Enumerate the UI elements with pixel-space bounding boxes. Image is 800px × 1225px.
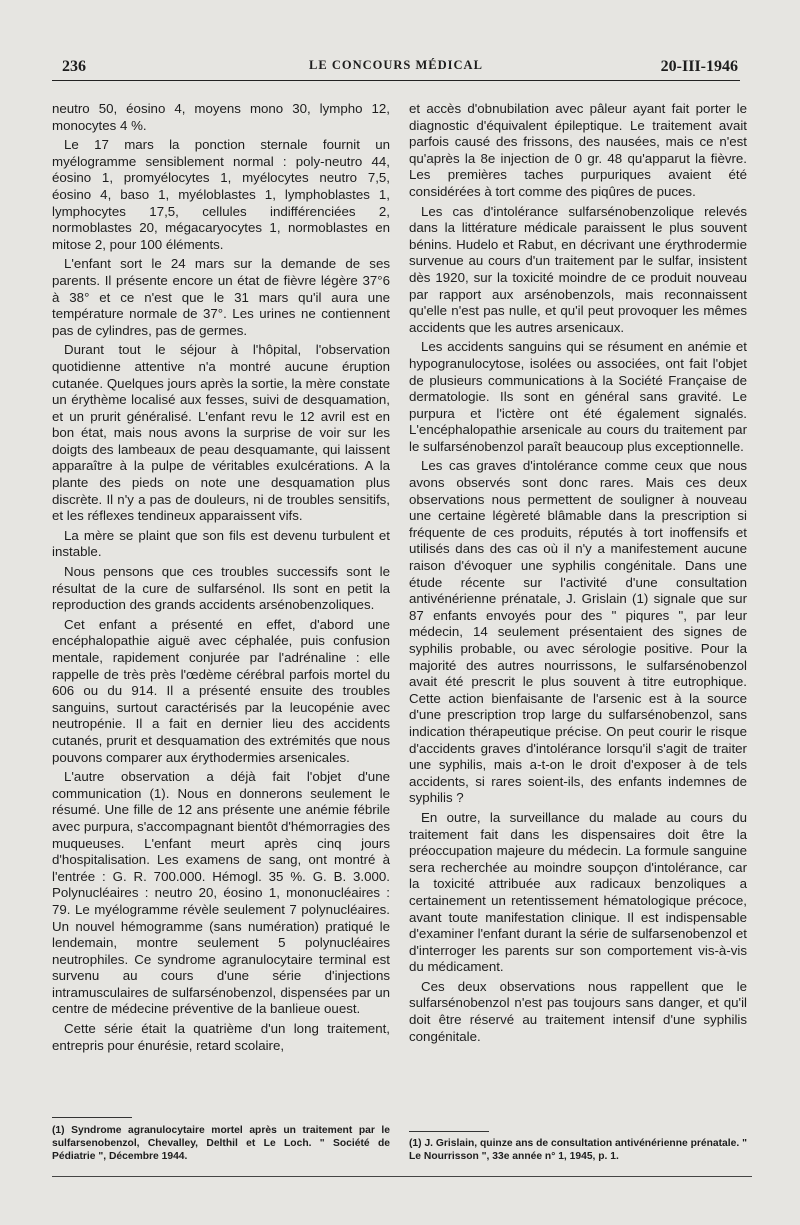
paragraph: neutro 50, éosino 4, moyens mono 30, lympho 12, monocytes 4 %. <box>52 101 390 133</box>
paragraph: La mère se plaint que son fils est devenu turbulent et instable. <box>52 527 390 560</box>
paragraph: L'enfant sort le 24 mars sur la demande de ses parents. Il présente encore un état de fièvre légère 37°6 à 38° et ce n'est que le 31 mars qu'il aura une température normale de 37°. Les urines ne contiennent pas de cylindres, pas de germes. <box>52 256 390 338</box>
page-header <box>52 56 740 81</box>
paragraph: Les cas d'intolérance sulfarsénobenzolique relevés dans la littérature médicale paraissent le plus souvent bénins. Hudelo et Rabut, en décrivant une érythrodermie survenue au cours d'un traitement par le sulfar, insistent dès 1920, sur la toxicité moindre de ce produit nouveau par rapport aux arsénobenzols, mais reconnaissent qu'elle n'est pas nulle, et qu'il peut provoquer les mêmes accidents que les autres arsenicaux. <box>409 203 747 335</box>
paragraph: Les cas graves d'intolérance comme ceux que nous avons observés sont donc rares. Mais ces deux observations nous permettent de souligner à nouveau une certaine légèreté blâmable dans la prescription si fréquente de ces produits, réputés à tort inoffensifs et utilisés dans des cas où il n'y a manifestement aucune raison d'évoquer une syphilis congénitale. Dans une étude récente sur l'activité d'une consultation antivénérienne prénatale, J. Grislain (1) signale que sur 87 enfants envoyés pour des " piqures ", par leur médecin, 14 seulement présentaient des signes de syphilis probable, ou avec sérologie positive. Pour la majorité des autres nourrissons, le sulfarsénobenzol avait été prescrit le plus souvent à titre eutrophique. Cette action bienfaisante de l'arsenic est à la source d'une prescription trop large du sulfarsénobenzol, sans indication thérapeutique précise. On peut courir le risque d'accidents graves d'intolérance lorsqu'il s'agit de traiter une syphilis, mais a-t-on le droit d'exposer à de tels accidents, si rares soient-ils, des enfants indemnes de syphilis ? <box>409 458 747 806</box>
page-number: 236 <box>62 58 86 75</box>
paragraph: Cet enfant a présenté en effet, d'abord une encéphalopathie aiguë avec céphalée, puis confusion mentale, rapidement conjurée par l'adrénaline : elle rappelle de très près l'œdème cérébral parfois mortel du 606 ou du 914. Il a présenté ensuite des troubles sanguins, surtout caractérisés par la leucopénie avec neutropénie. Il a fait en dernier lieu des accidents cutanés, prurit et desquamation des extrémités que nous pouvons comparer aux érythodermies arsenicales. <box>52 616 390 765</box>
footnote-right: (1) J. Grislain, quinze ans de consultation antivénérienne prénatale. " Le Nourrisson ", 33e année n° 1, 1945, p. 1. <box>409 1138 747 1162</box>
paragraph: Ces deux observations nous rappellent que le sulfarsénobenzol n'est pas toujours sans danger, et qu'il doit être réservé au traitement intensif d'une syphilis congénitale. <box>409 978 747 1044</box>
paragraph: Cette série était la quatrième d'un long traitement, entrepris pour énurésie, retard scolaire, <box>52 1021 390 1053</box>
paragraph: Le 17 mars la ponction sternale fournit un myélogramme sensiblement normal : poly-neutro 44, éosino 1, promyélocytes 1, myélocytes neutro 7,5, éosino 4, baso 1, myéloblastes 1, lymphoblastes 1, lymphocytes 17,5, cellules indifférenciées 2, normoblastes 20, mégacaryocytes 1, normoblastes en mitose 2, pour 100 éléments. <box>52 137 390 252</box>
paragraph: Nous pensons que ces troubles successifs sont le résultat de la cure de sulfarsénol. Ils sont en petit la reproduction des grands accidents arsénobenzoliques. <box>52 564 390 613</box>
paragraph: L'autre observation a déjà fait l'objet d'une communication (1). Nous en donnerons seulement le résumé. Une fille de 12 ans présente une anémie fébrile avec purpura, s'accompagnant bientôt d'hémorragies des muqueuses. L'enfant meurt après cinq jours d'hospitalisation. Les examens de sang, ont montré à l'entrée : G. R. 700.000. Hémogl. 35 %. G. B. 3.000. Polynucléaires : neutro 20, éosino 1, mononucléaires : 79. Le myélogramme révèle seulement 7 polynucléaires. Un nouvel hémogramme (sans numération) pratiqué le lendemain, montre seulement 5 polynucléaires neutrophiles. Ce syndrome agranulocytaire terminal est survenu au cours d'une série d'injections intramusculaires de sulfarsénobenzol, dispensées par un centre de médecine préventive de la banlieue ouest. <box>52 769 390 1017</box>
paragraph: En outre, la surveillance du malade au cours du traitement fait dans les dispensaires doit être la préoccupation majeure du médecin. La formule sanguine sera recherchée au moindre soupçon d'intolérance, car la toxicité attribuée aux radicaux benzoliques a certainement un retentissement hématologique précoce, avant toute manifestation clinique. Il est indispensable d'examiner l'enfant durant la série de sulfarsenobenzol et d'interroger les parents sur son comportement vis-à-vis du médicament. <box>409 809 747 975</box>
paragraph: et accès d'obnubilation avec pâleur ayant fait porter le diagnostic d'équivalent épileptique. Le traitement avait parfois causé des frissons, des nausées, mais ce n'est qu'après la 8e injection de 0 gr. 48 qu'apparut la fièvre. Les premières taches purpuriques avaient été considérées à tort comme des piqûres de puces. <box>409 101 747 199</box>
page-bottom-rule <box>52 1176 752 1177</box>
footnote-divider <box>52 1117 132 1118</box>
journal-title: LE CONCOURS MÉDICAL <box>309 58 483 72</box>
footnote-left: (1) Syndrome agranulocytaire mortel après un traitement par le sulfarsenobenzol, Chevalley, Delthil et Le Loch. " Société de Pédiatrie ", Décembre 1944. <box>52 1125 390 1162</box>
left-column <box>52 101 390 1057</box>
paragraph: Les accidents sanguins qui se résument en anémie et hypogranulocytose, isolées ou associées, ont fait l'objet de plusieurs communications à la Société Française de dermatologie. Ils sont en général sans gravité. Le purpura et l'ictère ont été également signalés. L'encéphalopathie arsenicale au cours du traitement par le sulfarsénobenzol paraît beaucoup plus exceptionnelle. <box>409 339 747 454</box>
issue-date: 20-III-1946 <box>660 58 738 75</box>
footnote-divider <box>409 1131 489 1132</box>
right-column <box>409 101 747 1048</box>
paragraph: Durant tout le séjour à l'hôpital, l'observation quotidienne attentive n'a montré aucune éruption cutanée. Quelques jours après la sortie, la mère constate un érythème localisé aux fesses, suivi de desquamation, et un prurit généralisé. L'enfant revu le 12 avril est en bon état, mais nous avons la surprise de voir sur les doigts des lambeaux de peau desquamante, qui laissent apparaître à la pulpe de véritables exulcérations. A la plante des pieds on note une desquamation plus discrète. Il n'y a pas de douleurs, ni de troubles sensitifs, et les réflexes tendineux apparaissent vifs. <box>52 342 390 524</box>
